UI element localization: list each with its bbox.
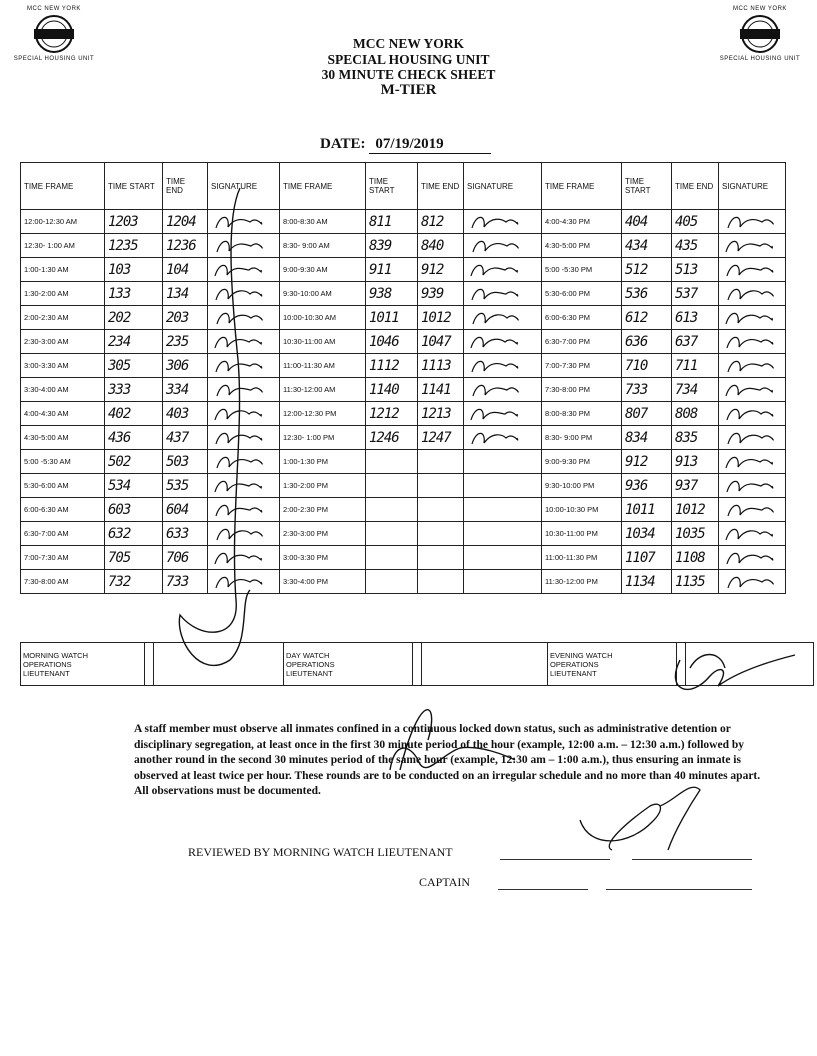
- watch-lieutenant-table: [20, 642, 814, 686]
- time-start-cell[interactable]: 807: [622, 402, 672, 426]
- time-end-cell[interactable]: 734: [672, 378, 719, 402]
- time-end-cell[interactable]: 104: [163, 258, 208, 282]
- time-start-cell[interactable]: 834: [622, 426, 672, 450]
- title-line: MCC NEW YORK: [353, 36, 464, 51]
- time-frame-cell: 12:00-12:30 PM: [280, 402, 366, 426]
- time-end-cell[interactable]: 1141: [418, 378, 464, 402]
- time-frame-cell: 2:30-3:00 AM: [21, 330, 105, 354]
- captain-label: CAPTAIN: [419, 875, 471, 889]
- time-start-cell[interactable]: 603: [105, 498, 163, 522]
- initials-scribble: [211, 380, 271, 400]
- logo-bottom-text: SPECIAL HOUSING UNIT: [719, 56, 801, 62]
- time-start-cell[interactable]: [366, 498, 418, 522]
- signature-cell[interactable]: [719, 474, 786, 498]
- check-sheet-table: [20, 162, 786, 594]
- time-frame-cell: 1:00-1:30 PM: [280, 450, 366, 474]
- column-header: SIGNATURE: [719, 163, 786, 210]
- title-line: 30 MINUTE CHECK SHEET: [321, 67, 496, 82]
- signature-cell[interactable]: [208, 354, 280, 378]
- table-row: [21, 522, 786, 546]
- time-end-cell[interactable]: 513: [672, 258, 719, 282]
- signature-cell[interactable]: [719, 522, 786, 546]
- signature-cell[interactable]: [464, 234, 542, 258]
- day-watch-signature[interactable]: [422, 643, 548, 686]
- reviewed-by-label: REVIEWED BY MORNING WATCH LIEUTENANT: [188, 845, 453, 859]
- initials-scribble: [722, 452, 782, 472]
- time-frame-cell: 11:30-12:00 PM: [542, 570, 622, 594]
- time-frame-cell: 5:30-6:00 AM: [21, 474, 105, 498]
- time-start-cell[interactable]: 133: [105, 282, 163, 306]
- initials-scribble: [722, 524, 782, 544]
- morning-watch-signature[interactable]: [154, 643, 284, 686]
- time-end-cell[interactable]: 1113: [418, 354, 464, 378]
- time-start-cell[interactable]: 234: [105, 330, 163, 354]
- initials-scribble: [722, 380, 782, 400]
- signature-cell[interactable]: [719, 234, 786, 258]
- time-end-cell[interactable]: 1108: [672, 546, 719, 570]
- time-frame-cell: 9:00-9:30 AM: [280, 258, 366, 282]
- signature-cell[interactable]: [208, 282, 280, 306]
- initials-scribble: [211, 500, 271, 520]
- time-end-cell[interactable]: 1012: [672, 498, 719, 522]
- time-frame-cell: 8:30- 9:00 PM: [542, 426, 622, 450]
- shu-seal-icon: [31, 14, 77, 54]
- initials-scribble: [722, 476, 782, 496]
- time-start-cell[interactable]: 1140: [366, 378, 418, 402]
- time-start-cell[interactable]: 534: [105, 474, 163, 498]
- initials-scribble: [722, 332, 782, 352]
- signature-cell[interactable]: [464, 258, 542, 282]
- time-frame-cell: 8:00-8:30 PM: [542, 402, 622, 426]
- date-value: 07/19/2019: [369, 136, 491, 154]
- time-start-cell[interactable]: 1246: [366, 426, 418, 450]
- signature-cell[interactable]: [464, 330, 542, 354]
- column-header: TIME END: [163, 163, 208, 210]
- time-frame-cell: 1:00-1:30 AM: [21, 258, 105, 282]
- initials-scribble: [467, 308, 527, 328]
- time-frame-cell: 12:30- 1:00 AM: [21, 234, 105, 258]
- time-start-cell[interactable]: 636: [622, 330, 672, 354]
- time-end-cell[interactable]: 306: [163, 354, 208, 378]
- time-end-cell[interactable]: 912: [418, 258, 464, 282]
- initials-scribble: [211, 572, 271, 592]
- signature-cell[interactable]: [208, 474, 280, 498]
- time-end-cell[interactable]: 1035: [672, 522, 719, 546]
- time-end-cell[interactable]: 835: [672, 426, 719, 450]
- initials-scribble: [467, 260, 527, 280]
- logo-bottom-text: SPECIAL HOUSING UNIT: [13, 56, 95, 62]
- table-row: [21, 498, 786, 522]
- logo-top-text: MCC NEW YORK: [733, 6, 787, 12]
- time-frame-cell: 7:00-7:30 PM: [542, 354, 622, 378]
- time-start-cell[interactable]: 732: [105, 570, 163, 594]
- signature-cell[interactable]: [208, 402, 280, 426]
- time-frame-cell: 7:30-8:00 PM: [542, 378, 622, 402]
- initials-scribble: [211, 524, 271, 544]
- time-end-cell[interactable]: [418, 546, 464, 570]
- time-frame-cell: 6:00-6:30 AM: [21, 498, 105, 522]
- table-row: [21, 330, 786, 354]
- initials-scribble: [211, 548, 271, 568]
- column-header: SIGNATURE: [464, 163, 542, 210]
- time-start-cell[interactable]: 811: [366, 210, 418, 234]
- time-start-cell[interactable]: 705: [105, 546, 163, 570]
- table-row: [21, 210, 786, 234]
- logo-top-text: MCC NEW YORK: [27, 6, 81, 12]
- time-end-cell[interactable]: 937: [672, 474, 719, 498]
- initials-scribble: [467, 356, 527, 376]
- table-row: [21, 402, 786, 426]
- reviewed-signature-line[interactable]: [500, 858, 610, 860]
- signature-cell[interactable]: [719, 378, 786, 402]
- time-frame-cell: 4:00-4:30 PM: [542, 210, 622, 234]
- time-frame-cell: 9:30-10:00 PM: [542, 474, 622, 498]
- initials-scribble: [722, 236, 782, 256]
- signature-cell[interactable]: [464, 474, 542, 498]
- initials-scribble: [467, 332, 527, 352]
- time-end-cell[interactable]: 1135: [672, 570, 719, 594]
- shu-logo-right: [712, 6, 808, 62]
- time-frame-cell: 7:30-8:00 AM: [21, 570, 105, 594]
- time-end-cell[interactable]: 403: [163, 402, 208, 426]
- date-field: [320, 136, 491, 154]
- signature-cell[interactable]: [464, 402, 542, 426]
- initials-scribble: [467, 380, 527, 400]
- initials-scribble: [211, 260, 271, 280]
- signature-cell[interactable]: [208, 210, 280, 234]
- time-frame-cell: 6:00-6:30 PM: [542, 306, 622, 330]
- time-start-cell[interactable]: 1107: [622, 546, 672, 570]
- time-end-cell[interactable]: [418, 498, 464, 522]
- date-label: DATE:: [320, 136, 366, 152]
- time-start-cell[interactable]: [366, 522, 418, 546]
- time-end-cell[interactable]: 913: [672, 450, 719, 474]
- initials-scribble: [211, 452, 271, 472]
- table-row: [21, 282, 786, 306]
- time-start-cell[interactable]: 202: [105, 306, 163, 330]
- time-start-cell[interactable]: [366, 474, 418, 498]
- time-frame-cell: 12:30- 1:00 PM: [280, 426, 366, 450]
- form-title: [250, 36, 567, 98]
- evening-watch-label: EVENING WATCH OPERATIONS LIEUTENANT: [548, 643, 677, 686]
- time-start-cell[interactable]: 1235: [105, 234, 163, 258]
- initials-scribble: [211, 332, 271, 352]
- column-header: TIME START: [622, 163, 672, 210]
- time-end-cell[interactable]: 1247: [418, 426, 464, 450]
- time-frame-cell: 5:00 -5:30 PM: [542, 258, 622, 282]
- time-frame-cell: 9:30-10:00 AM: [280, 282, 366, 306]
- signature-cell[interactable]: [719, 282, 786, 306]
- initials-scribble: [722, 404, 782, 424]
- time-frame-cell: 3:30-4:00 PM: [280, 570, 366, 594]
- signature-cell[interactable]: [464, 426, 542, 450]
- table-row: [21, 474, 786, 498]
- initials-scribble: [211, 356, 271, 376]
- time-end-cell[interactable]: 604: [163, 498, 208, 522]
- time-frame-cell: 10:00-10:30 AM: [280, 306, 366, 330]
- time-end-cell[interactable]: 1047: [418, 330, 464, 354]
- time-start-cell[interactable]: 436: [105, 426, 163, 450]
- time-start-cell[interactable]: 1212: [366, 402, 418, 426]
- table-row: [21, 546, 786, 570]
- signature-cell[interactable]: [208, 330, 280, 354]
- reviewed-date-line[interactable]: [632, 858, 752, 860]
- time-end-cell[interactable]: 235: [163, 330, 208, 354]
- time-frame-cell: 6:30-7:00 PM: [542, 330, 622, 354]
- table-row: [21, 426, 786, 450]
- signature-cell[interactable]: [464, 306, 542, 330]
- column-header: TIME FRAME: [21, 163, 105, 210]
- time-frame-cell: 4:00-4:30 AM: [21, 402, 105, 426]
- signature-cell[interactable]: [464, 282, 542, 306]
- time-end-cell[interactable]: 633: [163, 522, 208, 546]
- initials-scribble: [211, 404, 271, 424]
- time-start-cell[interactable]: 103: [105, 258, 163, 282]
- time-end-cell[interactable]: 711: [672, 354, 719, 378]
- time-start-cell[interactable]: 1011: [622, 498, 672, 522]
- time-end-cell[interactable]: 134: [163, 282, 208, 306]
- time-start-cell[interactable]: 333: [105, 378, 163, 402]
- time-start-cell[interactable]: 1134: [622, 570, 672, 594]
- table-row: [21, 306, 786, 330]
- time-end-cell[interactable]: 503: [163, 450, 208, 474]
- time-end-cell[interactable]: [418, 570, 464, 594]
- signature-cell[interactable]: [464, 546, 542, 570]
- signature-cell[interactable]: [208, 306, 280, 330]
- time-frame-cell: 10:30-11:00 AM: [280, 330, 366, 354]
- column-header: TIME END: [418, 163, 464, 210]
- signature-cell[interactable]: [208, 234, 280, 258]
- initials-scribble: [722, 500, 782, 520]
- signature-cell[interactable]: [208, 498, 280, 522]
- initials-scribble: [722, 548, 782, 568]
- initials-scribble: [467, 428, 527, 448]
- time-start-cell[interactable]: 434: [622, 234, 672, 258]
- initials-scribble: [722, 572, 782, 592]
- time-start-cell[interactable]: 1011: [366, 306, 418, 330]
- table-header-row: [21, 163, 786, 210]
- time-start-cell[interactable]: 402: [105, 402, 163, 426]
- time-end-cell[interactable]: 939: [418, 282, 464, 306]
- signature-cell[interactable]: [464, 210, 542, 234]
- initials-scribble: [211, 308, 271, 328]
- signature-cell[interactable]: [719, 450, 786, 474]
- time-frame-cell: 5:00 -5:30 AM: [21, 450, 105, 474]
- signature-cell[interactable]: [208, 522, 280, 546]
- time-start-cell[interactable]: 938: [366, 282, 418, 306]
- table-row: [21, 234, 786, 258]
- captain-signature-line[interactable]: [498, 888, 588, 890]
- table-row: [21, 354, 786, 378]
- time-frame-cell: 8:00-8:30 AM: [280, 210, 366, 234]
- signature-cell[interactable]: [208, 258, 280, 282]
- column-header: TIME START: [105, 163, 163, 210]
- initials-scribble: [467, 284, 527, 304]
- signature-cell[interactable]: [208, 378, 280, 402]
- time-end-cell[interactable]: 437: [163, 426, 208, 450]
- instructions-paragraph: A staff member must observe all inmates confined in a continuous locked down status, such as administrative detention or disciplinary segregation, at least once in the first 30 minute period of the hour (example, 12:00 a.m. – 12:30 a.m.) followed by another round in the second 30 minutes period of the same hour (example, 12:30 am – 1:00 a.m.), thus ensuring an inmate is observed at least twice per hour. These rounds are to be conducted on an irregular schedule and no more than 40 minutes apart. All observations must be documented.: [134, 723, 761, 797]
- time-start-cell[interactable]: 911: [366, 258, 418, 282]
- signature-cell[interactable]: [208, 450, 280, 474]
- time-end-cell[interactable]: 1012: [418, 306, 464, 330]
- time-frame-cell: 11:30-12:00 AM: [280, 378, 366, 402]
- column-header: TIME END: [672, 163, 719, 210]
- time-frame-cell: 2:30-3:00 PM: [280, 522, 366, 546]
- time-end-cell[interactable]: 706: [163, 546, 208, 570]
- initials-scribble: [211, 476, 271, 496]
- time-end-cell[interactable]: 637: [672, 330, 719, 354]
- time-end-cell[interactable]: 733: [163, 570, 208, 594]
- time-frame-cell: 4:30-5:00 AM: [21, 426, 105, 450]
- time-start-cell[interactable]: [366, 450, 418, 474]
- time-end-cell[interactable]: 840: [418, 234, 464, 258]
- signature-cell[interactable]: [719, 354, 786, 378]
- time-frame-cell: 5:30-6:00 PM: [542, 282, 622, 306]
- time-start-cell[interactable]: 502: [105, 450, 163, 474]
- time-start-cell[interactable]: 612: [622, 306, 672, 330]
- time-frame-cell: 3:00-3:30 PM: [280, 546, 366, 570]
- time-start-cell[interactable]: [366, 546, 418, 570]
- initials-scribble: [722, 260, 782, 280]
- table-row: [21, 258, 786, 282]
- initials-scribble: [211, 428, 271, 448]
- time-end-cell[interactable]: 435: [672, 234, 719, 258]
- column-header: TIME START: [366, 163, 418, 210]
- time-end-cell[interactable]: 808: [672, 402, 719, 426]
- initials-scribble: [211, 212, 271, 232]
- table-row: [21, 378, 786, 402]
- signature-cell[interactable]: [719, 546, 786, 570]
- time-frame-cell: 2:00-2:30 AM: [21, 306, 105, 330]
- signature-cell[interactable]: [464, 378, 542, 402]
- initials-scribble: [722, 284, 782, 304]
- time-end-cell[interactable]: 405: [672, 210, 719, 234]
- time-start-cell[interactable]: 839: [366, 234, 418, 258]
- morning-watch-label: MORNING WATCH OPERATIONS LIEUTENANT: [21, 643, 145, 686]
- title-line: M-TIER: [380, 81, 437, 98]
- time-end-cell[interactable]: [418, 450, 464, 474]
- initials-scribble: [722, 212, 782, 232]
- initials-scribble: [467, 404, 527, 424]
- signature-cell[interactable]: [464, 354, 542, 378]
- day-watch-label: DAY WATCH OPERATIONS LIEUTENANT: [284, 643, 413, 686]
- table-row: [21, 450, 786, 474]
- signature-cell[interactable]: [719, 570, 786, 594]
- time-start-cell[interactable]: 1046: [366, 330, 418, 354]
- time-frame-cell: 11:00-11:30 PM: [542, 546, 622, 570]
- column-header: TIME FRAME: [280, 163, 366, 210]
- initials-scribble: [722, 356, 782, 376]
- time-frame-cell: 7:00-7:30 AM: [21, 546, 105, 570]
- signature-cell[interactable]: [208, 570, 280, 594]
- time-frame-cell: 4:30-5:00 PM: [542, 234, 622, 258]
- time-frame-cell: 1:30-2:00 PM: [280, 474, 366, 498]
- time-start-cell[interactable]: 936: [622, 474, 672, 498]
- time-frame-cell: 2:00-2:30 PM: [280, 498, 366, 522]
- signature-cell[interactable]: [719, 426, 786, 450]
- time-end-cell[interactable]: 1236: [163, 234, 208, 258]
- signature-cell[interactable]: [719, 306, 786, 330]
- time-end-cell[interactable]: 537: [672, 282, 719, 306]
- time-frame-cell: 3:00-3:30 AM: [21, 354, 105, 378]
- signature-cell[interactable]: [464, 450, 542, 474]
- time-start-cell[interactable]: 1034: [622, 522, 672, 546]
- time-end-cell[interactable]: 334: [163, 378, 208, 402]
- time-end-cell[interactable]: 203: [163, 306, 208, 330]
- signature-cell[interactable]: [719, 210, 786, 234]
- time-frame-cell: 6:30-7:00 AM: [21, 522, 105, 546]
- initials-scribble: [722, 428, 782, 448]
- column-header: SIGNATURE: [208, 163, 280, 210]
- title-line: SPECIAL HOUSING UNIT: [327, 51, 490, 67]
- time-start-cell[interactable]: 404: [622, 210, 672, 234]
- time-frame-cell: 1:30-2:00 AM: [21, 282, 105, 306]
- time-start-cell[interactable]: 912: [622, 450, 672, 474]
- signature-cell[interactable]: [719, 402, 786, 426]
- signature-cell[interactable]: [719, 258, 786, 282]
- table-row: [21, 570, 786, 594]
- initials-scribble: [467, 212, 527, 232]
- initials-scribble: [722, 308, 782, 328]
- time-start-cell[interactable]: 1203: [105, 210, 163, 234]
- initials-scribble: [467, 236, 527, 256]
- evening-watch-signature[interactable]: [686, 643, 814, 686]
- column-header: TIME FRAME: [542, 163, 622, 210]
- time-frame-cell: 10:00-10:30 PM: [542, 498, 622, 522]
- signature-cell[interactable]: [719, 330, 786, 354]
- time-start-cell[interactable]: [366, 570, 418, 594]
- initials-scribble: [211, 284, 271, 304]
- signature-cell[interactable]: [464, 522, 542, 546]
- time-start-cell[interactable]: 632: [105, 522, 163, 546]
- time-start-cell[interactable]: 512: [622, 258, 672, 282]
- shu-seal-icon: [737, 14, 783, 54]
- time-frame-cell: 3:30-4:00 AM: [21, 378, 105, 402]
- signature-cell[interactable]: [208, 546, 280, 570]
- time-start-cell[interactable]: 305: [105, 354, 163, 378]
- signature-cell[interactable]: [719, 498, 786, 522]
- time-frame-cell: 12:00-12:30 AM: [21, 210, 105, 234]
- time-end-cell[interactable]: 613: [672, 306, 719, 330]
- time-start-cell[interactable]: 733: [622, 378, 672, 402]
- time-frame-cell: 10:30-11:00 PM: [542, 522, 622, 546]
- time-end-cell[interactable]: [418, 522, 464, 546]
- signature-cell[interactable]: [208, 426, 280, 450]
- time-start-cell[interactable]: 1112: [366, 354, 418, 378]
- signature-cell[interactable]: [464, 498, 542, 522]
- time-frame-cell: 9:00-9:30 PM: [542, 450, 622, 474]
- time-end-cell[interactable]: 812: [418, 210, 464, 234]
- time-start-cell[interactable]: 536: [622, 282, 672, 306]
- signature-cell[interactable]: [464, 570, 542, 594]
- captain-date-line[interactable]: [606, 888, 752, 890]
- time-end-cell[interactable]: [418, 474, 464, 498]
- time-end-cell[interactable]: 535: [163, 474, 208, 498]
- time-start-cell[interactable]: 710: [622, 354, 672, 378]
- time-frame-cell: 8:30- 9:00 AM: [280, 234, 366, 258]
- time-end-cell[interactable]: 1204: [163, 210, 208, 234]
- time-end-cell[interactable]: 1213: [418, 402, 464, 426]
- time-frame-cell: 11:00-11:30 AM: [280, 354, 366, 378]
- initials-scribble: [211, 236, 271, 256]
- shu-logo-left: [6, 6, 102, 62]
